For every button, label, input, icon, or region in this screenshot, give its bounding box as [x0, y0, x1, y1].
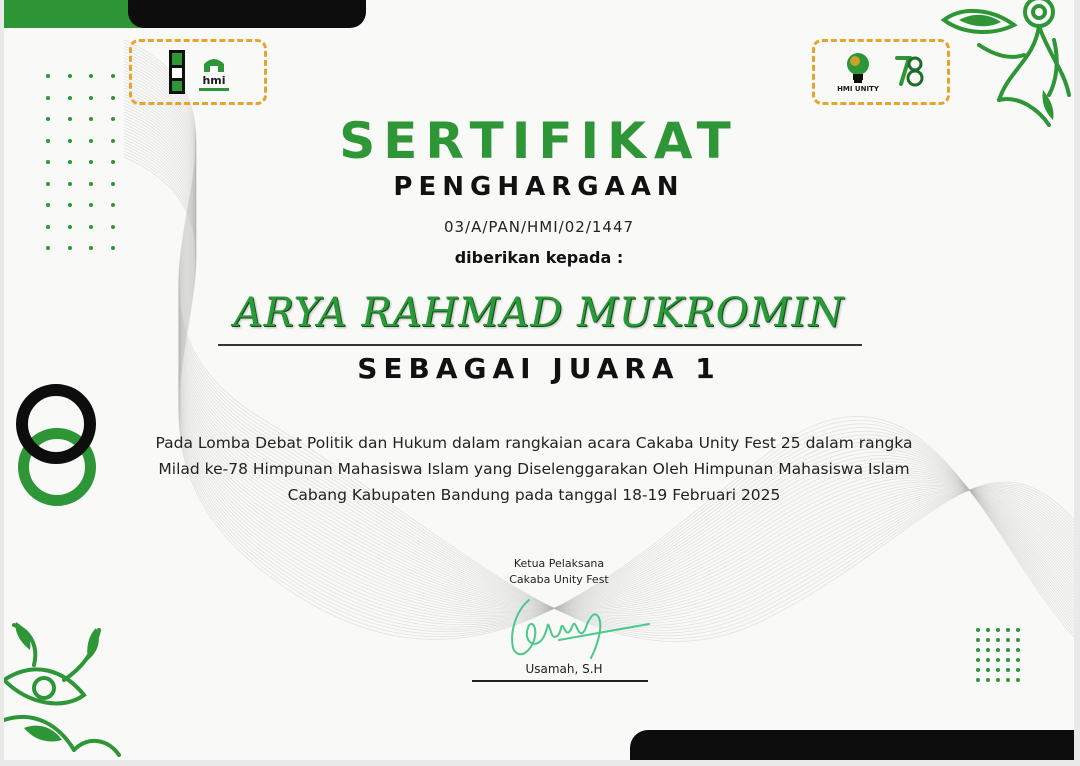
decorative-dot: [996, 668, 1000, 672]
decorative-dot: [986, 648, 990, 652]
decorative-dot: [111, 96, 115, 100]
decorative-dot: [986, 678, 990, 682]
decorative-dot: [996, 638, 1000, 642]
decorative-dot: [1016, 638, 1020, 642]
decorative-dot: [976, 648, 980, 652]
floral-ornament-top-right: [939, 0, 1074, 130]
top-left-black-bar: [128, 0, 366, 28]
hmi-unity-logo: [837, 51, 879, 93]
decorative-dot: [976, 658, 980, 662]
signer-role: [459, 556, 659, 588]
decorative-dot: [111, 203, 115, 207]
certificate-description: Pada Lomba Debat Politik dan Hukum dalam rangkaian acara Cakaba Unity Fest 25 dalam rangka Milad ke-78 Himpunan Mahasiswa Islam yang Diselenggarakan Oleh Himpunan Mahasiswa Islam Cabang Kabupaten Bandung pada tanggal 18-19 Februari 2025: [155, 434, 913, 504]
black-ring-decoration: [16, 384, 96, 464]
hmi-logo-text: hmi: [202, 73, 226, 87]
decorative-dot: [89, 74, 93, 78]
hmi-cabang-logo: [199, 54, 229, 91]
decorative-dot: [1016, 628, 1020, 632]
decorative-dot: [976, 638, 980, 642]
certificate: [4, 0, 1074, 760]
given-to-label: diberikan kepada :: [454, 248, 624, 267]
decorative-dot: [1006, 628, 1010, 632]
decorative-dot: [1006, 668, 1010, 672]
recipient-underline: [218, 344, 862, 346]
certificate-number: 03/A/PAN/HMI/02/1447: [443, 218, 635, 236]
decorative-dot: [46, 203, 50, 207]
decorative-dot: [996, 678, 1000, 682]
decorative-dot: [1016, 668, 1020, 672]
decorative-dot: [986, 638, 990, 642]
hmi-logo-box: [129, 39, 267, 105]
decorative-dot: [46, 96, 50, 100]
hmi-unity-logo-box: [812, 39, 950, 105]
decorative-dot: [46, 74, 50, 78]
handwritten-signature: [499, 588, 659, 668]
decorative-dot: [1006, 648, 1010, 652]
decorative-dot: [996, 628, 1000, 632]
decorative-dot: [996, 648, 1000, 652]
milad-78-icon: [891, 52, 925, 92]
certificate-title: SERTIFIKAT: [339, 112, 739, 170]
decorative-dot: [996, 658, 1000, 662]
bottom-right-black-bar: [630, 730, 1074, 760]
bulb-icon: [843, 51, 873, 85]
decorative-dot: [1016, 658, 1020, 662]
signer-role-line-1: Ketua Pelaksana: [513, 557, 605, 570]
decorative-dot: [1006, 678, 1010, 682]
decorative-dot: [68, 203, 72, 207]
decorative-dot: [976, 678, 980, 682]
hmi-unity-text: HMI UNITY: [837, 85, 879, 93]
floral-ornament-bottom-left: [4, 610, 134, 760]
certificate-subtitle: PENGHARGAAN: [393, 172, 685, 202]
top-left-green-bar: [4, 0, 144, 28]
decorative-dot: [976, 668, 980, 672]
decorative-dot: [1006, 658, 1010, 662]
signature-line: [472, 680, 648, 682]
decorative-dot: [976, 628, 980, 632]
decorative-dot: [1006, 638, 1010, 642]
signer-role-line-2: Cakaba Unity Fest: [509, 573, 609, 586]
award-title: SEBAGAI JUARA 1: [357, 352, 721, 385]
decorative-dot: [986, 668, 990, 672]
decorative-dot: [1016, 678, 1020, 682]
decorative-dot: [89, 96, 93, 100]
hmi-emblem-icon: [167, 48, 187, 96]
decorative-dot: [1016, 648, 1020, 652]
recipient-name: ARYA RAHMAD MUKROMIN: [233, 290, 845, 336]
mosque-icon: [201, 54, 227, 74]
decorative-dot: [68, 74, 72, 78]
decorative-dot: [986, 628, 990, 632]
decorative-dot: [68, 96, 72, 100]
signer-name: Usamah, S.H: [525, 662, 603, 676]
decorative-dot: [111, 74, 115, 78]
decorative-dot: [986, 658, 990, 662]
decorative-dot: [89, 203, 93, 207]
